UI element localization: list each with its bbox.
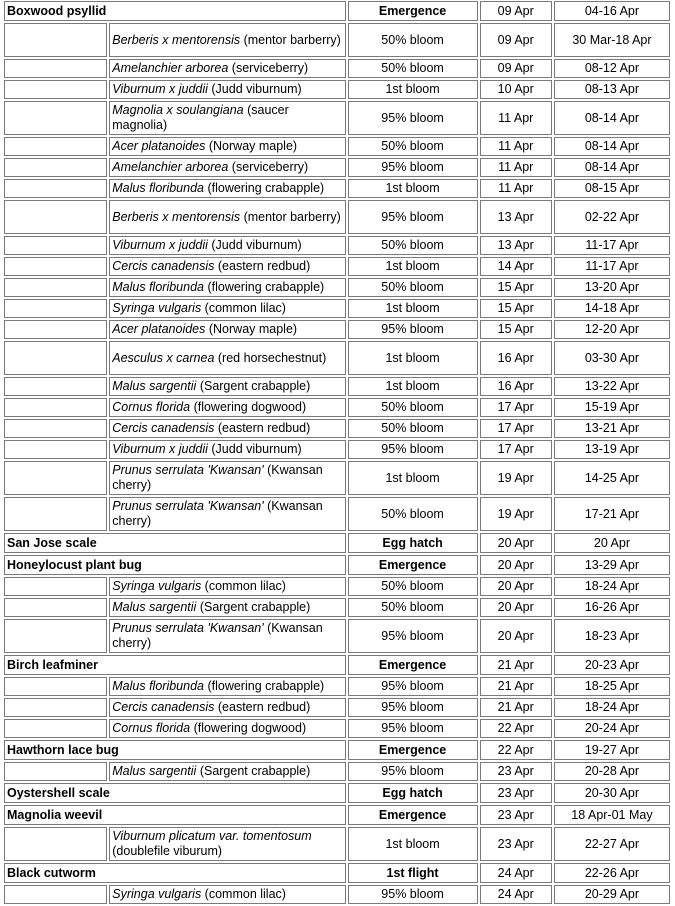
plant-common-name: (Norway maple) [205,322,298,336]
event-cell: 95% bloom [348,101,478,135]
pest-name: San Jose scale [4,533,346,553]
plant-row [4,440,670,459]
plant-name [109,440,345,459]
plant-scientific-name: Berberis x mentorensis [112,32,241,47]
plant-common-name: (Kwansan cherry) [112,621,323,650]
date-cell: 09 Apr [480,59,552,78]
plant-row [4,677,670,696]
plant-name [109,59,345,78]
date-cell: 11 Apr [480,158,552,177]
range-cell: 13-20 Apr [554,278,670,297]
pest-name: Birch leafminer [4,655,346,675]
plant-name [109,200,345,234]
plant-common-name: (Kwansan cherry) [112,499,323,528]
plant-common-name: (doublefile viburum) [112,844,223,858]
plant-common-name: (flowering dogwood) [190,721,307,735]
event-cell: Emergence [348,655,478,675]
plant-scientific-name: Malus floribunda [112,181,204,195]
indent-cell [4,398,107,417]
plant-name [109,278,345,297]
range-cell: 17-21 Apr [554,497,670,531]
plant-common-name: (Sargent crabapple) [196,764,311,778]
event-cell: Emergence [348,1,478,21]
plant-common-name: (common lilac) [201,301,286,315]
plant-scientific-name: Prunus serrulata 'Kwansan' [112,621,264,635]
range-cell: 18 Apr-01 May [554,805,670,825]
date-cell: 19 Apr [480,461,552,495]
range-cell: 08-15 Apr [554,179,670,198]
event-cell: 50% bloom [348,236,478,255]
date-cell: 23 Apr [480,783,552,803]
date-cell: 15 Apr [480,299,552,318]
event-cell: Emergence [348,555,478,575]
event-cell: 95% bloom [348,320,478,339]
range-cell: 30 Mar-18 Apr [554,23,670,57]
range-cell: 18-24 Apr [554,698,670,717]
plant-common-name: (Judd viburnum) [207,442,302,456]
plant-row [4,200,670,234]
indent-cell [4,377,107,396]
date-cell: 21 Apr [480,655,552,675]
plant-scientific-name: Viburnum x juddii [112,238,208,252]
plant-row [4,762,670,781]
indent-cell [4,885,107,904]
indent-cell [4,461,107,495]
date-cell: 13 Apr [480,200,552,234]
plant-scientific-name: Malus sargentii [112,379,197,393]
event-cell: 95% bloom [348,619,478,653]
range-cell: 20 Apr [554,533,670,553]
plant-name [109,299,345,318]
plant-row [4,827,670,861]
indent-cell [4,320,107,339]
event-cell: Emergence [348,740,478,760]
date-cell: 21 Apr [480,677,552,696]
date-cell: 22 Apr [480,740,552,760]
event-cell: 95% bloom [348,698,478,717]
range-cell: 19-27 Apr [554,740,670,760]
plant-common-name: (Sargent crabapple) [196,600,311,614]
plant-row [4,398,670,417]
range-cell: 13-29 Apr [554,555,670,575]
event-cell: 95% bloom [348,885,478,904]
phenology-table-body [4,1,670,904]
event-cell: 95% bloom [348,719,478,738]
plant-scientific-name: Viburnum x juddii [112,442,208,456]
date-cell: 20 Apr [480,619,552,653]
event-cell: 50% bloom [348,497,478,531]
plant-common-name: (flowering crabapple) [203,280,325,294]
range-cell: 18-23 Apr [554,619,670,653]
indent-cell [4,698,107,717]
date-cell: 16 Apr [480,341,552,375]
plant-row [4,698,670,717]
plant-common-name: (mentor barberry) [240,209,341,224]
indent-cell [4,137,107,156]
plant-common-name: (Norway maple) [205,139,298,153]
range-cell: 08-14 Apr [554,137,670,156]
plant-scientific-name: Cercis canadensis [112,700,215,714]
plant-row [4,341,670,375]
event-cell: 1st bloom [348,257,478,276]
range-cell: 22-26 Apr [554,863,670,883]
date-cell: 17 Apr [480,419,552,438]
event-cell: 1st bloom [348,377,478,396]
date-cell: 15 Apr [480,278,552,297]
event-cell: 50% bloom [348,419,478,438]
indent-cell [4,497,107,531]
range-cell: 13-21 Apr [554,419,670,438]
pest-row [4,555,670,575]
plant-row [4,497,670,531]
pest-name: Black cutworm [4,863,346,883]
plant-row [4,257,670,276]
plant-name [109,577,345,596]
indent-cell [4,827,107,861]
plant-scientific-name: Prunus serrulata 'Kwansan' [112,499,264,513]
event-cell: 50% bloom [348,278,478,297]
indent-cell [4,619,107,653]
plant-name [109,619,345,653]
pest-row [4,655,670,675]
plant-scientific-name: Viburnum plicatum var. tomentosum [112,829,312,843]
plant-scientific-name: Amelanchier arborea [112,160,229,174]
plant-name [109,101,345,135]
range-cell: 13-22 Apr [554,377,670,396]
pest-row [4,783,670,803]
plant-row [4,236,670,255]
event-cell: 50% bloom [348,577,478,596]
indent-cell [4,341,107,375]
range-cell: 15-19 Apr [554,398,670,417]
pest-name: Oystershell scale [4,783,346,803]
range-cell: 20-23 Apr [554,655,670,675]
date-cell: 16 Apr [480,377,552,396]
plant-scientific-name: Syringa vulgaris [112,301,202,315]
plant-common-name: (flowering dogwood) [190,400,307,414]
indent-cell [4,719,107,738]
indent-cell [4,80,107,99]
pest-row [4,805,670,825]
date-cell: 11 Apr [480,179,552,198]
range-cell: 11-17 Apr [554,257,670,276]
date-cell: 24 Apr [480,863,552,883]
phenology-table [2,0,672,906]
plant-common-name: (common lilac) [201,887,286,901]
pest-row [4,863,670,883]
plant-common-name: (mentor barberry) [240,32,341,47]
plant-row [4,419,670,438]
range-cell: 14-18 Apr [554,299,670,318]
date-cell: 17 Apr [480,398,552,417]
indent-cell [4,677,107,696]
event-cell: Egg hatch [348,783,478,803]
date-cell: 23 Apr [480,827,552,861]
plant-common-name: (common lilac) [201,579,286,593]
plant-scientific-name: Prunus serrulata 'Kwansan' [112,463,264,477]
plant-row [4,101,670,135]
date-cell: 19 Apr [480,497,552,531]
pest-row [4,1,670,21]
event-cell: 1st bloom [348,341,478,375]
event-cell: 50% bloom [348,59,478,78]
plant-common-name: (Judd viburnum) [207,82,302,96]
indent-cell [4,577,107,596]
plant-scientific-name: Syringa vulgaris [112,887,202,901]
range-cell: 12-20 Apr [554,320,670,339]
event-cell: 1st bloom [348,299,478,318]
plant-name [109,827,345,861]
plant-row [4,320,670,339]
event-cell: Emergence [348,805,478,825]
plant-name [109,398,345,417]
indent-cell [4,440,107,459]
range-cell: 18-24 Apr [554,577,670,596]
plant-scientific-name: Malus sargentii [112,764,197,778]
range-cell: 14-25 Apr [554,461,670,495]
plant-common-name: (eastern redbud) [214,259,311,273]
plant-common-name: (serviceberry) [228,160,309,174]
plant-name [109,698,345,717]
plant-scientific-name: Aesculus x carnea [112,350,215,365]
date-cell: 10 Apr [480,80,552,99]
plant-name [109,461,345,495]
plant-scientific-name: Viburnum x juddii [112,82,208,96]
range-cell: 02-22 Apr [554,200,670,234]
indent-cell [4,179,107,198]
indent-cell [4,200,107,234]
plant-name [109,137,345,156]
pest-name: Magnolia weevil [4,805,346,825]
date-cell: 09 Apr [480,23,552,57]
date-cell: 11 Apr [480,137,552,156]
plant-scientific-name: Malus sargentii [112,600,197,614]
plant-name [109,341,345,375]
range-cell: 22-27 Apr [554,827,670,861]
plant-row [4,885,670,904]
plant-row [4,158,670,177]
plant-common-name: (flowering crabapple) [203,181,325,195]
event-cell: 1st bloom [348,80,478,99]
plant-name [109,80,345,99]
indent-cell [4,236,107,255]
plant-common-name: (red horsechestnut) [214,350,327,365]
date-cell: 20 Apr [480,598,552,617]
plant-common-name: (flowering crabapple) [203,679,325,693]
range-cell: 08-14 Apr [554,101,670,135]
plant-name [109,158,345,177]
event-cell: 1st bloom [348,179,478,198]
plant-common-name: (Sargent crabapple) [196,379,311,393]
date-cell: 21 Apr [480,698,552,717]
plant-row [4,598,670,617]
range-cell: 11-17 Apr [554,236,670,255]
plant-row [4,137,670,156]
plant-common-name: (Kwansan cherry) [112,463,323,492]
plant-name [109,236,345,255]
plant-scientific-name: Amelanchier arborea [112,61,229,75]
plant-name [109,23,345,57]
plant-common-name: (eastern redbud) [214,700,311,714]
plant-common-name: (eastern redbud) [214,421,311,435]
event-cell: 95% bloom [348,440,478,459]
plant-row [4,278,670,297]
plant-scientific-name: Cercis canadensis [112,421,215,435]
range-cell: 08-12 Apr [554,59,670,78]
event-cell: 1st flight [348,863,478,883]
indent-cell [4,59,107,78]
event-cell: 50% bloom [348,137,478,156]
date-cell: 14 Apr [480,257,552,276]
event-cell: 50% bloom [348,23,478,57]
plant-scientific-name: Malus floribunda [112,280,204,294]
plant-scientific-name: Cornus florida [112,721,191,735]
plant-name [109,320,345,339]
plant-scientific-name: Acer platanoides [112,322,206,336]
indent-cell [4,23,107,57]
indent-cell [4,598,107,617]
indent-cell [4,257,107,276]
date-cell: 20 Apr [480,533,552,553]
event-cell: 95% bloom [348,158,478,177]
plant-scientific-name: Syringa vulgaris [112,579,202,593]
date-cell: 09 Apr [480,1,552,21]
pest-row [4,533,670,553]
plant-common-name: (Judd viburnum) [207,238,302,252]
event-cell: 95% bloom [348,200,478,234]
plant-scientific-name: Magnolia x soulangiana [112,103,244,117]
event-cell: 50% bloom [348,398,478,417]
range-cell: 20-28 Apr [554,762,670,781]
plant-row [4,619,670,653]
plant-name [109,719,345,738]
plant-row [4,299,670,318]
plant-row [4,719,670,738]
event-cell: Egg hatch [348,533,478,553]
plant-common-name: (saucer magnolia) [112,103,289,132]
plant-scientific-name: Cornus florida [112,400,191,414]
indent-cell [4,278,107,297]
plant-name [109,179,345,198]
plant-name [109,677,345,696]
date-cell: 20 Apr [480,555,552,575]
indent-cell [4,419,107,438]
date-cell: 13 Apr [480,236,552,255]
pest-name: Boxwood psyllid [4,1,346,21]
plant-name [109,497,345,531]
range-cell: 08-14 Apr [554,158,670,177]
event-cell: 95% bloom [348,762,478,781]
range-cell: 04-16 Apr [554,1,670,21]
date-cell: 11 Apr [480,101,552,135]
date-cell: 15 Apr [480,320,552,339]
indent-cell [4,101,107,135]
plant-common-name: (serviceberry) [228,61,309,75]
pest-name: Hawthorn lace bug [4,740,346,760]
indent-cell [4,299,107,318]
date-cell: 17 Apr [480,440,552,459]
range-cell: 20-30 Apr [554,783,670,803]
indent-cell [4,762,107,781]
event-cell: 95% bloom [348,677,478,696]
plant-row [4,577,670,596]
pest-row [4,740,670,760]
plant-scientific-name: Malus floribunda [112,679,204,693]
date-cell: 22 Apr [480,719,552,738]
indent-cell [4,158,107,177]
range-cell: 03-30 Apr [554,341,670,375]
plant-scientific-name: Berberis x mentorensis [112,209,241,224]
range-cell: 16-26 Apr [554,598,670,617]
plant-row [4,59,670,78]
plant-row [4,461,670,495]
range-cell: 18-25 Apr [554,677,670,696]
date-cell: 24 Apr [480,885,552,904]
plant-row [4,377,670,396]
plant-name [109,419,345,438]
range-cell: 20-29 Apr [554,885,670,904]
plant-name [109,257,345,276]
plant-scientific-name: Cercis canadensis [112,259,215,273]
plant-scientific-name: Acer platanoides [112,139,206,153]
plant-name [109,762,345,781]
event-cell: 1st bloom [348,827,478,861]
plant-row [4,80,670,99]
plant-row [4,179,670,198]
date-cell: 23 Apr [480,762,552,781]
range-cell: 08-13 Apr [554,80,670,99]
event-cell: 50% bloom [348,598,478,617]
range-cell: 20-24 Apr [554,719,670,738]
date-cell: 23 Apr [480,805,552,825]
date-cell: 20 Apr [480,577,552,596]
plant-name [109,885,345,904]
range-cell: 13-19 Apr [554,440,670,459]
plant-name [109,598,345,617]
plant-row [4,23,670,57]
pest-name: Honeylocust plant bug [4,555,346,575]
plant-name [109,377,345,396]
event-cell: 1st bloom [348,461,478,495]
